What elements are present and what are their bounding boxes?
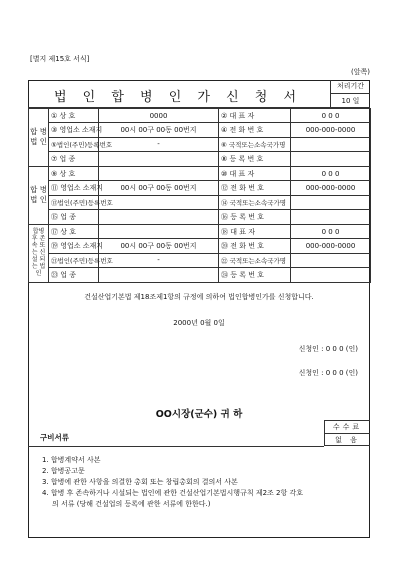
field-label: ⑥ 국적또는소속국가명	[219, 137, 291, 151]
field-label: ㉒ 국적또는소속국가명	[219, 253, 291, 267]
docs-item: 3. 합병에 관한 사항을 의결한 총회 또는 창립총회의 결의서 사본	[42, 478, 238, 486]
field-label: ⑩ 대 표 자	[219, 167, 291, 181]
field-label: ⑦ 업 종	[49, 152, 99, 166]
field-value[interactable]: 0000	[99, 109, 219, 123]
field-value[interactable]: -	[99, 253, 219, 267]
field-label: ⑮ 업 종	[49, 210, 99, 224]
field-label: ⑰ 상 호	[49, 225, 99, 239]
field-label: ⑧ 등 록 번 호	[219, 152, 291, 166]
docs-item: 2. 합병공고문	[42, 467, 85, 475]
section-side-label: 합병 후 존속 또는 신설 되는 법인	[29, 225, 49, 283]
field-value[interactable]: 0 0 0	[291, 167, 371, 181]
field-value[interactable]: 00시 00구 00동 00번지	[99, 239, 219, 253]
field-label: ⑪ 영업소 소재지	[49, 181, 99, 195]
field-value[interactable]: 000-000-0000	[291, 239, 371, 253]
field-value[interactable]: 00시 00구 00동 00번지	[99, 181, 219, 195]
applicant-name: 0 0 0	[325, 369, 344, 377]
field-value[interactable]: 000-000-0000	[291, 181, 371, 195]
docs-item: 1. 합병계약서 사본	[42, 456, 101, 464]
field-label: ⑫ 전 화 번 호	[219, 181, 291, 195]
field-value[interactable]: -	[99, 137, 219, 151]
fee-box	[324, 420, 370, 446]
field-value[interactable]: 00시 00구 00동 00번지	[99, 123, 219, 137]
field-value[interactable]: 000-000-0000	[291, 123, 371, 137]
field-label: ③ 영업소 소재지	[49, 123, 99, 137]
processing-period-label: 처리기간	[331, 80, 370, 94]
fee-value: 없 음	[335, 436, 360, 444]
fee-label: 수수료	[325, 421, 370, 434]
application-statement: 건설산업기본법 제18조제1항의 규정에 의하여 법인합병인가를 신청합니다.	[84, 293, 314, 301]
section-side-label: 합 병 법 인	[29, 109, 49, 167]
field-label: ① 상 호	[49, 109, 99, 123]
field-label: ㉔ 등 록 번 호	[219, 268, 291, 282]
docs-item: 4. 합병 후 존속하거나 시설되는 법인에 관한 건설산업기본법시행규칙 제2조 2항 각호	[42, 489, 303, 497]
field-label: ⑭ 국적또는소속국가명	[219, 195, 291, 209]
field-label: ⑨ 상 호	[49, 167, 99, 181]
applicant-name: 0 0 0	[325, 345, 344, 353]
applicant-label: 신청인 :	[298, 345, 324, 353]
field-label: ⑬법인(주민)등록번호	[49, 195, 99, 209]
field-label: ⑲ 영업소 소재지	[49, 239, 99, 253]
applicant-seal: (인)	[345, 345, 358, 353]
field-value[interactable]: 0 0 0	[291, 225, 371, 239]
form-title: 법 인 합 병 인 가 신 청 서	[53, 90, 303, 105]
field-label: ⑱ 대 표 자	[219, 225, 291, 239]
front-label: (앞쪽)	[351, 68, 370, 76]
docs-item: 의 서류 (당해 건설업의 등록에 관한 서류에 한한다.)	[52, 500, 211, 508]
docs-title: 구비서류	[40, 433, 69, 442]
section-side-label: 합 병 법 인	[29, 167, 49, 225]
field-label: ㉓ 업 종	[49, 268, 99, 282]
field-value[interactable]: 0 0 0	[291, 109, 371, 123]
processing-period-value: 10 일	[341, 97, 360, 105]
docs-list	[42, 455, 362, 510]
form-id: [별지 제15호 서식]	[30, 55, 90, 63]
addressee: OO시장(군수) 귀 하	[155, 409, 243, 420]
field-label: ④ 전 화 번 호	[219, 123, 291, 137]
application-date: 2000년 0월 0일	[173, 319, 225, 327]
field-label: ㉑법인(주민)등록번호	[49, 253, 99, 267]
field-label: ⑯ 등 록 번 호	[219, 210, 291, 224]
field-label: ⑳ 전 화 번 호	[219, 239, 291, 253]
applicant-seal: (인)	[345, 369, 358, 377]
field-label: ② 대 표 자	[219, 109, 291, 123]
applicant-label: 신청인 :	[298, 369, 324, 377]
docs-divider	[28, 446, 324, 447]
field-label: ⑤법인(주민)등록번호	[49, 137, 99, 151]
